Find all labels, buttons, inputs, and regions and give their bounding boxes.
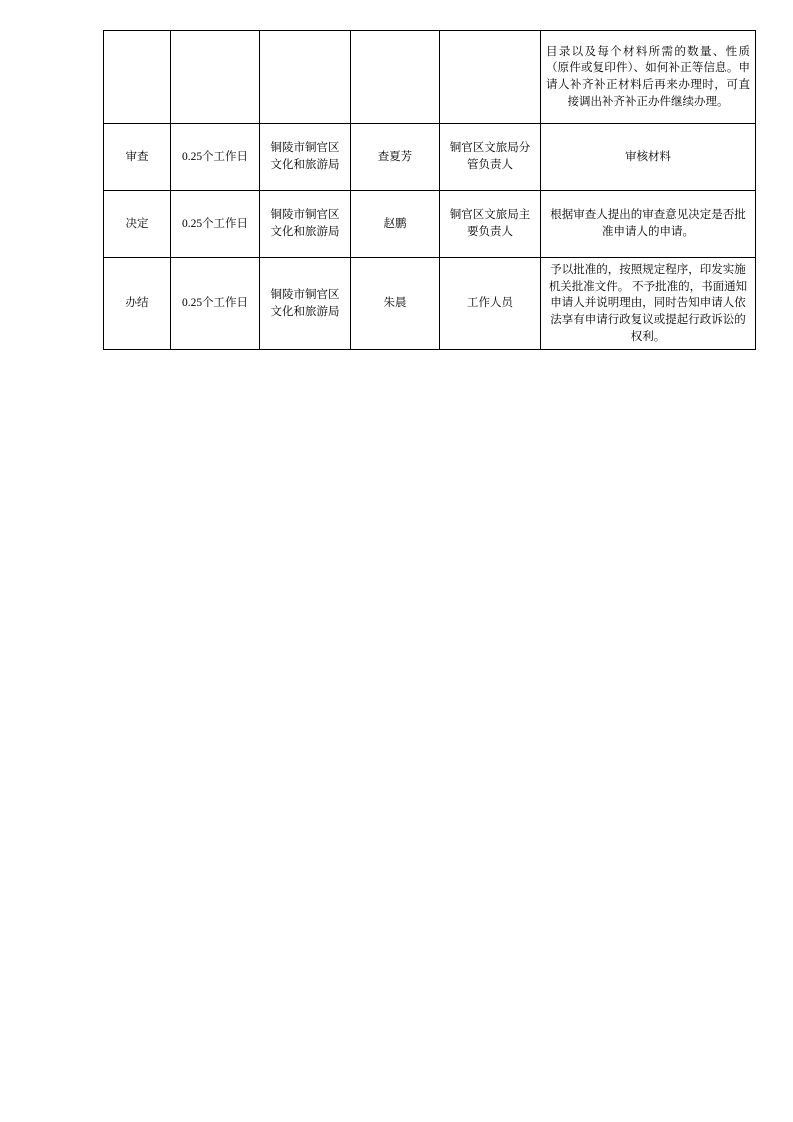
cell-content — [541, 258, 756, 350]
table-row — [104, 124, 756, 191]
cell-org-text: 铜陵市铜官区文化和旅游局 — [270, 142, 340, 171]
cell-stage-text: 办结 — [125, 297, 149, 310]
cell-time-text: 0.25个工作日 — [181, 297, 249, 310]
cell-stage — [104, 258, 171, 350]
cell-content-text: 目录以及每个材料所需的数量、性质（原件或复印件）、如何补正等信息。申请人补齐补正材料后再来办理时，可直接调出补齐补正办件继续办理。 — [546, 45, 750, 108]
cell-org-text — [265, 77, 345, 78]
cell-role-text: 工作人员 — [467, 297, 513, 310]
cell-content — [541, 31, 756, 124]
cell-time — [171, 124, 260, 191]
cell-org-text: 铜陵市铜官区文化和旅游局 — [270, 209, 340, 238]
cell-role — [440, 258, 541, 350]
cell-person-text — [356, 77, 434, 78]
cell-stage-text: 决定 — [125, 217, 149, 230]
cell-time-text — [176, 77, 254, 78]
cell-stage-text — [109, 77, 165, 78]
cell-content-text: 根据审查人提出的审查意见决定是否批准申请人的申请。 — [550, 209, 746, 238]
cell-org — [260, 124, 351, 191]
cell-time — [171, 191, 260, 258]
cell-role — [440, 191, 541, 258]
cell-stage — [104, 124, 171, 191]
cell-person — [351, 124, 440, 191]
cell-org — [260, 191, 351, 258]
cell-org — [260, 31, 351, 124]
cell-org-text: 铜陵市铜官区文化和旅游局 — [270, 289, 340, 318]
cell-person-text: 查夏芳 — [377, 150, 413, 163]
cell-time — [171, 258, 260, 350]
cell-time-text: 0.25个工作日 — [181, 150, 249, 163]
cell-role — [440, 31, 541, 124]
cell-stage — [104, 31, 171, 124]
cell-role-text: 铜官区文旅局分管负责人 — [449, 142, 531, 171]
cell-content — [541, 191, 756, 258]
cell-role-text: 铜官区文旅局主要负责人 — [449, 209, 531, 238]
cell-person-text: 赵鹏 — [383, 217, 407, 230]
cell-person — [351, 258, 440, 350]
table-row — [104, 31, 756, 124]
cell-org — [260, 258, 351, 350]
cell-time-text: 0.25个工作日 — [181, 217, 249, 230]
cell-stage — [104, 191, 171, 258]
cell-content-text: 予以批准的，按照规定程序，印发实施机关批准文件。 不予批准的，书面通知申请人并说明理由，同时告知申请人依法享有申请行政复议或提起行政诉讼的权利。 — [548, 264, 748, 343]
cell-person — [351, 191, 440, 258]
table-row — [104, 258, 756, 350]
cell-content — [541, 124, 756, 191]
cell-person — [351, 31, 440, 124]
procedure-table — [103, 30, 756, 350]
cell-content-text: 审核材料 — [625, 150, 671, 163]
cell-time — [171, 31, 260, 124]
procedure-table-container — [103, 30, 750, 350]
cell-person-text: 朱晨 — [383, 297, 407, 310]
table-row — [104, 191, 756, 258]
cell-role — [440, 124, 541, 191]
cell-stage-text: 审查 — [125, 150, 149, 163]
cell-role-text — [445, 77, 535, 78]
